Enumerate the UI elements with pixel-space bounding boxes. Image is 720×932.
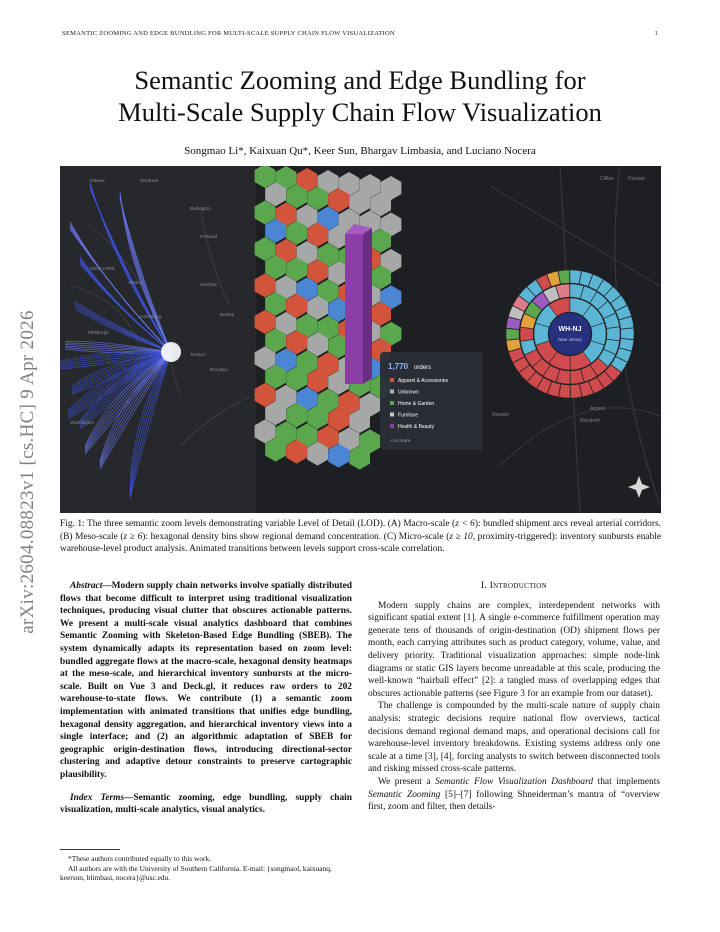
demand-column-front bbox=[345, 234, 363, 384]
macro-map-label: NEW YORK bbox=[90, 266, 115, 271]
caption-text-1: The three semantic zoom levels demonstrating variable Level of Detail (LOD). (A) Macro-scale ( bbox=[87, 519, 456, 529]
demand-column-3d bbox=[345, 224, 372, 384]
running-title: SEMANTIC ZOOMING AND EDGE BUNDLING FOR MULTI-SCALE SUPPLY CHAIN FLOW VISUALIZATION bbox=[62, 30, 395, 37]
macro-scale-panel bbox=[60, 166, 256, 513]
tooltip-swatch bbox=[390, 378, 394, 382]
macro-map-label: Albany bbox=[128, 280, 143, 285]
title-line-2: Multi-Scale Supply Chain Flow Visualization bbox=[118, 97, 602, 127]
macro-map-label: Montreal bbox=[140, 178, 158, 183]
micro-map-label: Passaic bbox=[628, 176, 646, 182]
sunburst-segment bbox=[607, 327, 620, 341]
author-list: Songmao Li*, Kaixuan Qu*, Keer Sun, Bhargav Limbasia, and Luciano Nocera bbox=[184, 145, 536, 157]
figure-caption bbox=[60, 518, 661, 556]
running-header bbox=[62, 30, 658, 42]
micro-map-label: Clifton bbox=[600, 176, 615, 182]
macro-map-label: Ottawa bbox=[90, 178, 105, 183]
macro-map-label: Portland bbox=[200, 234, 218, 239]
left-column bbox=[60, 580, 352, 817]
tooltip-unit: orders bbox=[414, 365, 432, 371]
tooltip-swatch bbox=[390, 413, 394, 417]
sunburst-segment bbox=[520, 327, 533, 341]
teaser-figure-svg bbox=[60, 166, 661, 513]
caption-eq-1: z < 6 bbox=[455, 519, 475, 529]
intro-p3-em1: Semantic Flow Visualization Dashboard bbox=[435, 776, 594, 787]
tooltip-category: Unknown bbox=[398, 389, 419, 396]
footnote-affiliation: All authors are with the University of Southern California. E-mail: {songmaol, kaixuanq, keersun, blimbasi, nocera}@usc.edu. bbox=[60, 863, 332, 883]
abstract-text: Modern supply chain networks involve spatially distributed flows that become difficult to interpret using traditional visualization techniques, producing visual clutter that obscures actionable patterns. We present a multi-scale visual analytics dashboard that combines Semantic Zooming with Skeleton-Based Edge Bundling (SBEB). The system dynamically adapts its representation based on zoom level: bundled aggregate flows at the macro-scale, hexagonal density heatmaps at the meso-scale, and hierarchical inventory sunbursts at the micro-scale. Built on Vue 3 and Deck.gl, it reduces raw orders to 202 warehouse-to-state flows. We contribute (1) a semantic zoom implementation with animated transitions that unifies edge bundling, hexagonal density aggregation, and hierarchical inventory views into a single interface; and (2) an algorithmic adaptation of SBEB for geographic origin-destination flows, introducing directional-sector clustering and adaptive detour constraints to preserve cartographic plausibility. bbox=[60, 581, 352, 780]
tooltip-category: Health & Beauty bbox=[398, 424, 435, 430]
demand-column-side bbox=[363, 228, 372, 384]
index-terms-text: Semantic zooming, edge bundling, supply chain visualization, multi-scale analytics, visual analytics. bbox=[60, 792, 352, 816]
sunburst-center-label: WH-NJ bbox=[558, 326, 582, 333]
tooltip-count: 1,770 bbox=[388, 362, 409, 371]
intro-p3-a: We present a bbox=[378, 776, 436, 787]
arxiv-identifier: arXiv:2604.08823v1 [cs.HC] 9 Apr 2026 bbox=[17, 310, 39, 634]
intro-heading: I. Introduction bbox=[481, 581, 547, 591]
tooltip-swatch bbox=[390, 390, 394, 394]
abstract: Abstract—Modern supply chain networks involve spatially distributed flows that become difficult to interpret using traditional visualization techniques, producing visual clutter that obscures actionable patterns. We present a multi-scale visual analytics dashboard that combines Semantic Zooming with Skeleton-Based Edge Bundling (SBEB). The system dynamically adapts its representation based on zoom level: bundled aggregate flows at the macro-scale, hexagonal density heatmaps at the meso-scale, and hierarchical inventory sunbursts at the micro-scale. Built on Vue 3 and Deck.gl, it reduces raw orders to 202 warehouse-to-state flows. We contribute (1) a semantic zoom implementation with animated transitions that unifies edge bundling, hexagonal density aggregation, and hierarchical inventory views into a single interface; and (2) an algorithmic adaptation of SBEB for geographic origin-destination flows, introducing directional-sector clustering and adaptive detour constraints to preserve cartographic plausibility. bbox=[60, 581, 352, 780]
hex-tooltip bbox=[380, 352, 488, 450]
sunburst-segment bbox=[506, 329, 519, 340]
tooltip-swatch bbox=[390, 401, 394, 405]
tooltip-category: Furniture bbox=[398, 412, 419, 419]
intro-paragraph-2: The challenge is compounded by the multi-scale nature of supply chain analysis: strategic decisions require national flow overviews, tactical decisions demand regional demand maps, and operational decisions call for warehouse-level inventory breakdowns. Existing systems address only one scale at a time [3], [4], forcing analysts to switch between disconnected tools and risking missed cross-scale patterns. bbox=[368, 701, 660, 775]
teaser-figure bbox=[60, 166, 661, 513]
tooltip-swatch bbox=[390, 424, 394, 428]
macro-map-label: Hartford bbox=[200, 282, 217, 287]
index-terms: Index Terms—Semantic zooming, edge bundling, supply chain visualization, multi-scale analytics, visual analytics. bbox=[60, 792, 352, 816]
footnote-rule bbox=[60, 849, 120, 850]
caption-text-2: ): bundled shipment arcs reveal arterial corridors. (B) Meso-scale ( bbox=[60, 519, 661, 542]
micro-map-label: Airport bbox=[590, 406, 605, 412]
caption-label: Fig. 1: bbox=[60, 519, 85, 529]
abstract-label: Abstract bbox=[70, 581, 103, 591]
title-line-1: Semantic Zooming and Edge Bundling for bbox=[134, 65, 586, 95]
index-terms-label: Index Terms bbox=[70, 792, 125, 803]
macro-map-label: Boston bbox=[220, 312, 235, 317]
macro-map-label: Harrisburg bbox=[140, 314, 162, 319]
micro-map-label: Elizabeth bbox=[580, 418, 601, 424]
macro-map-background bbox=[60, 166, 256, 513]
intro-paragraph-3 bbox=[368, 776, 660, 814]
tooltip-category: Home & Garden bbox=[398, 401, 435, 407]
arxiv-margin-stamp bbox=[8, 262, 48, 682]
caption-eq-3: z ≥ 10 bbox=[449, 531, 473, 542]
tooltip-more: +14 more bbox=[390, 439, 411, 444]
caption-text-4: , proximity-triggered): inventory sunbursts enable warehouse-level product analysis. Animated transitions between levels support cross-scale correlation. bbox=[60, 531, 662, 555]
caption-text-3: ): hexagonal density bins show regional demand concentration. (C) Micro-scale ( bbox=[142, 531, 450, 542]
caption-eq-2: z ≥ 6 bbox=[123, 531, 143, 542]
macro-map-label: Pittsburgh bbox=[88, 330, 109, 335]
inventory-sunburst bbox=[506, 270, 634, 398]
intro-paragraph-1: Modern supply chains are complex, interdependent networks with significant spatial extent [1]. A single e-commerce fulfillment operation may generate tens of thousands of origin-destination (OD) shipment flows per month, each carrying attributes such as product category, volume, value, and delivery priority. Traditional visualization approaches: simple node-link diagrams or static GIS layers become unreadable at this scale, producing the well-known “hairball effect” [2]: a tangled mass of overlapping edges that obscures actionable patterns (see Figure 3 for an example from our dataset). bbox=[368, 600, 660, 699]
page-number: 1 bbox=[654, 30, 658, 37]
footnote-equal-contribution: *These authors contributed equally to this work. bbox=[68, 854, 212, 863]
sunburst-center-sublabel: New Jersey bbox=[558, 337, 582, 342]
intro-p3-c: [5]–[7] following Shneiderman’s mantra of “overview first, zoom and filter, then details- bbox=[368, 789, 660, 813]
micro-map-label: Newark bbox=[492, 412, 509, 418]
right-column bbox=[368, 580, 660, 814]
paper-title bbox=[60, 64, 660, 128]
tooltip-category: Apparel & Accessories bbox=[398, 378, 449, 384]
macro-map-label: Burlington bbox=[190, 206, 211, 211]
warehouse-hub-marker bbox=[161, 342, 181, 362]
macro-map-label: Washington bbox=[70, 420, 95, 425]
micro-scale-panel bbox=[482, 166, 661, 513]
section-heading-introduction bbox=[368, 580, 660, 593]
footnote bbox=[60, 849, 352, 883]
intro-p3-b: that implements bbox=[593, 776, 660, 787]
macro-map-label: Trenton bbox=[190, 352, 206, 357]
intro-p3-em2: Semantic Zooming bbox=[368, 789, 441, 800]
macro-map-label: Brooklyn bbox=[210, 367, 228, 372]
sunburst-center bbox=[549, 313, 591, 355]
sunburst-segment bbox=[621, 328, 634, 339]
meso-scale-panel bbox=[255, 166, 488, 513]
